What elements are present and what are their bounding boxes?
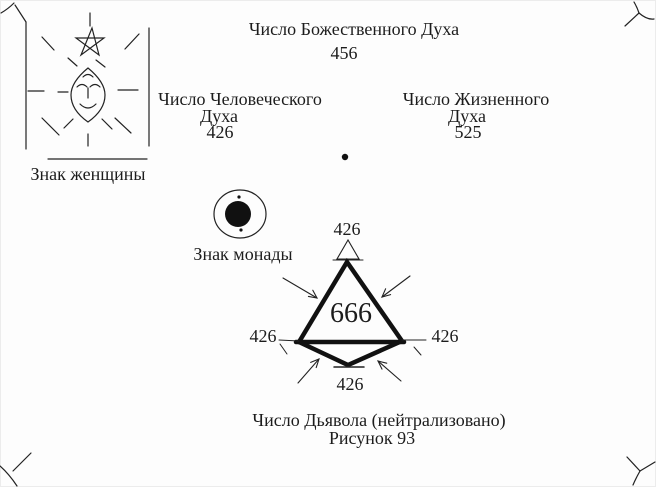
arrow-bottom-left-icon <box>298 359 319 383</box>
devil-figure-apex-number: 426 <box>333 219 361 239</box>
face-third-eye <box>83 75 93 78</box>
apex-small-triangle <box>337 240 359 259</box>
devil-figure-caption: Число Дьявола (нейтрализовано) <box>252 410 506 430</box>
arrow-top-left-icon <box>283 278 317 298</box>
human-spirit-title-line2: Духа <box>199 106 239 126</box>
corner-flourish-bottom-left-icon <box>0 453 31 486</box>
monad-sign-caption: Знак монады <box>193 244 293 264</box>
figure-number-label: Рисунок 93 <box>328 428 416 448</box>
right-leader-slash <box>414 347 421 355</box>
life-spirit-number: 525 <box>454 122 482 142</box>
monad-dot-top <box>237 195 240 198</box>
human-spirit-title-line1: Число Человеческого <box>158 89 322 109</box>
devil-figure-right-number: 426 <box>431 326 459 346</box>
devil-figure-center-number: 666 <box>330 298 372 329</box>
woman-sign-caption: Знак женщины <box>30 164 146 184</box>
face-left-brow <box>77 85 87 88</box>
divine-spirit-number: 456 <box>330 43 358 63</box>
life-spirit-title-line1: Число Жизненного <box>402 89 550 109</box>
devil-figure-left-number: 426 <box>249 326 277 346</box>
face-smile <box>80 104 96 108</box>
divine-spirit-title: Число Божественного Духа <box>248 19 460 39</box>
life-spirit-title-line2: Духа <box>447 106 487 126</box>
monad-dot-bottom <box>239 228 242 231</box>
left-leader-slash <box>280 344 287 354</box>
monad-core <box>225 201 251 227</box>
center-dot-icon <box>342 154 348 160</box>
face-right-brow <box>90 85 100 88</box>
corner-flourish-bottom-right-icon <box>627 457 655 485</box>
corner-flourish-top-left-icon <box>1 3 26 22</box>
arrow-top-right-icon <box>382 276 410 297</box>
arrow-bottom-right-icon <box>378 361 401 381</box>
human-spirit-number: 426 <box>206 122 234 142</box>
devil-figure-bottom-number: 426 <box>336 374 364 394</box>
pentagram-star-icon <box>76 28 104 55</box>
monad-sign-icon <box>214 190 266 238</box>
woman-sign-icon <box>26 13 149 159</box>
corner-flourish-top-right-icon <box>625 2 654 26</box>
